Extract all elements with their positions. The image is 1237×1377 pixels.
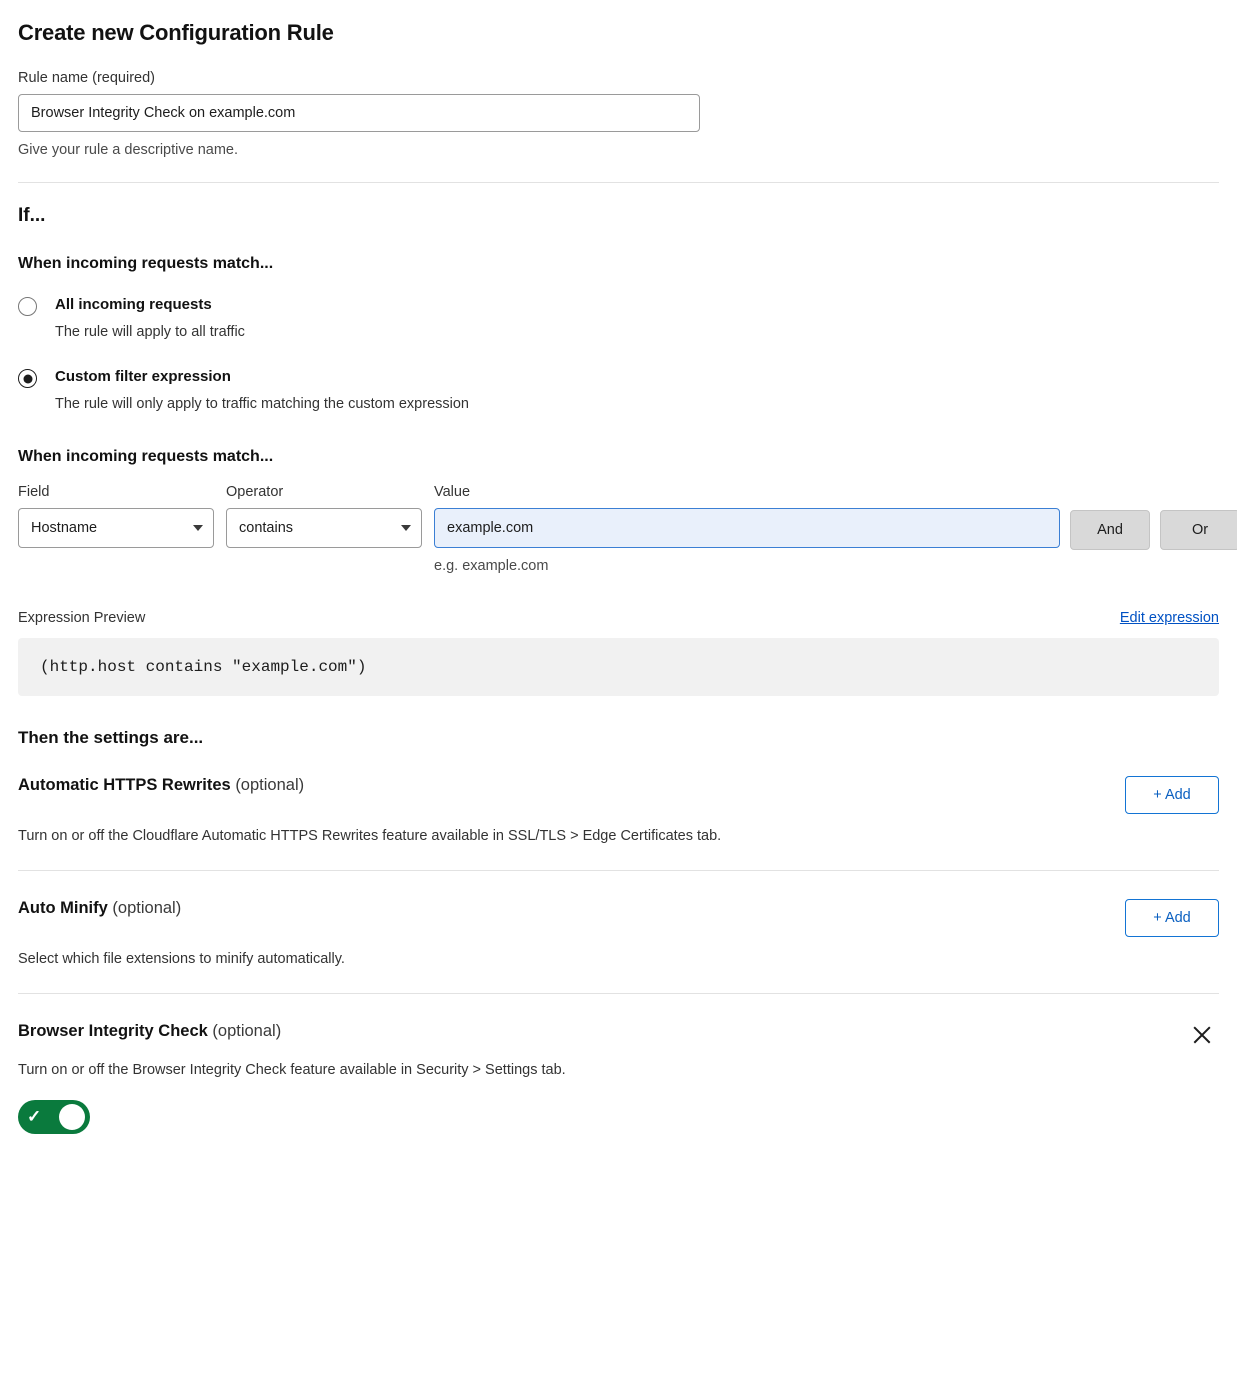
add-auto-minify-button[interactable]: + Add xyxy=(1125,899,1219,937)
chevron-down-icon xyxy=(193,525,203,531)
field-select-value: Hostname xyxy=(31,519,98,536)
divider-top xyxy=(18,182,1219,183)
setting-optional-text: (optional) xyxy=(212,1021,282,1040)
setting-name-automatic-https-rewrites xyxy=(18,776,304,795)
expression-preview-header xyxy=(18,610,1219,626)
or-button[interactable]: Or xyxy=(1160,510,1237,550)
radio-custom-filter-desc: The rule will only apply to traffic matching the custom expression xyxy=(55,395,469,412)
field-select[interactable] xyxy=(18,508,214,548)
radio-option-all-requests[interactable] xyxy=(18,295,1219,341)
and-button[interactable]: And xyxy=(1070,510,1150,550)
expression-preview-label: Expression Preview xyxy=(18,609,146,626)
radio-option-custom-filter[interactable] xyxy=(18,367,1219,413)
toggle-knob xyxy=(59,1104,85,1130)
expression-code: (http.host contains "example.com") xyxy=(18,638,1219,696)
setting-browser-integrity-check xyxy=(18,994,1219,1160)
field-column-label: Field xyxy=(18,483,50,500)
rule-name-input[interactable]: Browser Integrity Check on example.com xyxy=(18,94,700,132)
then-section-heading: Then the settings are... xyxy=(18,727,204,747)
radio-all-requests-desc: The rule will apply to all traffic xyxy=(55,323,245,340)
operator-column-label: Operator xyxy=(226,483,284,500)
setting-title-text: Auto Minify xyxy=(18,898,108,917)
setting-title-text: Automatic HTTPS Rewrites xyxy=(18,775,231,794)
page-title: Create new Configuration Rule xyxy=(18,20,334,45)
if-section-heading: If... xyxy=(18,205,46,226)
setting-automatic-https-rewrites xyxy=(18,748,1219,871)
rule-name-label: Rule name (required) xyxy=(18,70,156,86)
setting-title-text: Browser Integrity Check xyxy=(18,1021,208,1040)
setting-desc-automatic-https-rewrites: Turn on or off the Cloudflare Automatic HTTPS Rewrites feature available in SSL/TLS > Edge Certificates tab. xyxy=(18,827,722,844)
radio-all-requests-icon[interactable] xyxy=(18,297,37,316)
browser-integrity-check-toggle[interactable] xyxy=(18,1100,90,1134)
operator-select-value: contains xyxy=(239,519,294,536)
close-icon[interactable] xyxy=(1189,1022,1215,1048)
setting-optional-text: (optional) xyxy=(112,898,182,917)
filter-heading: When incoming requests match... xyxy=(18,447,274,465)
setting-desc-browser-integrity-check: Turn on or off the Browser Integrity Check feature available in Security > Settings tab. xyxy=(18,1061,566,1078)
filter-builder-row xyxy=(18,484,1219,574)
match-heading: When incoming requests match... xyxy=(18,255,274,272)
add-automatic-https-rewrites-button[interactable]: + Add xyxy=(1125,776,1219,814)
value-input[interactable]: example.com xyxy=(434,508,1060,548)
setting-auto-minify xyxy=(18,871,1219,994)
value-help-text: e.g. example.com xyxy=(434,557,549,574)
value-column-label: Value xyxy=(434,483,471,500)
setting-name-browser-integrity-check xyxy=(18,1022,281,1041)
rule-name-help: Give your rule a descriptive name. xyxy=(18,142,239,158)
check-icon: ✓ xyxy=(27,1107,42,1127)
radio-custom-filter-title: Custom filter expression xyxy=(55,368,231,386)
setting-optional-text: (optional) xyxy=(235,775,305,794)
radio-custom-filter-icon[interactable] xyxy=(18,369,37,388)
chevron-down-icon xyxy=(401,525,411,531)
setting-name-auto-minify xyxy=(18,899,181,918)
setting-desc-auto-minify: Select which file extensions to minify automatically. xyxy=(18,950,345,967)
operator-select[interactable] xyxy=(226,508,422,548)
edit-expression-link[interactable]: Edit expression xyxy=(1119,609,1219,626)
radio-all-requests-title: All incoming requests xyxy=(55,296,212,313)
